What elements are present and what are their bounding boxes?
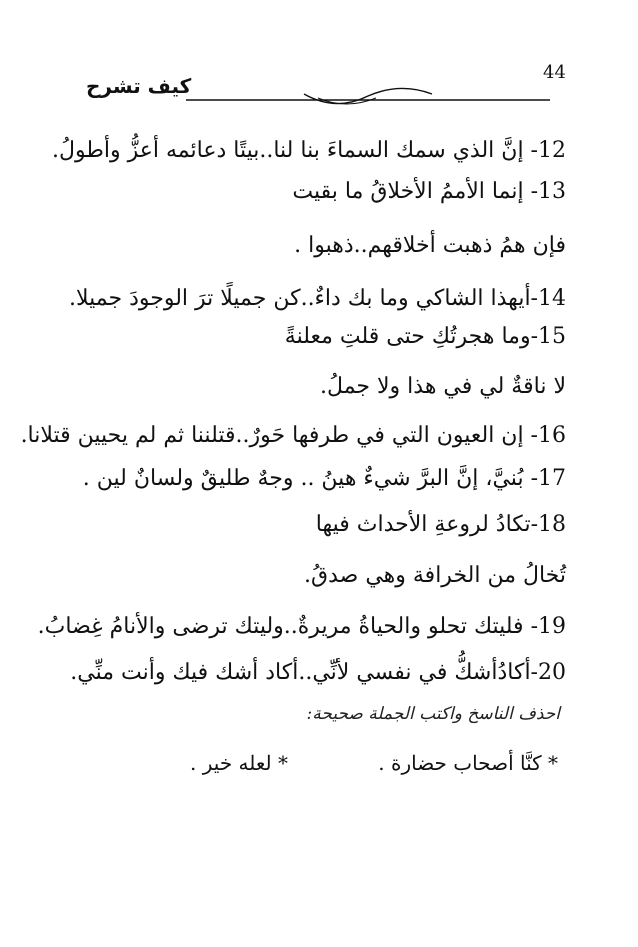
line-15: 15-وما هجرتُكِ حتى قلتِ معلنةً bbox=[284, 324, 566, 349]
line-20: 20-أكادُأشكُّ في نفسي لأنِّي..أكاد أشك فيك وأنت منِّي. bbox=[70, 660, 566, 685]
line-12: 12- إنَّ الذي سمك السماءَ بنا لنا..بيتًا دعائمه أعزُّ وأطولُ. bbox=[52, 138, 566, 163]
line-18-cont: تُخالُ من الخرافة وهي صدقُ. bbox=[304, 563, 566, 588]
page-number: 44 bbox=[543, 62, 566, 83]
instruction-text: احذف الناسخ واكتب الجملة صحيحة: bbox=[306, 704, 560, 724]
line-16: 16- إن العيون التي في طرفها حَورٌ..قتلننا ثم لم يحيين قتلانا. bbox=[20, 423, 566, 448]
line-18: 18-تكادُ لروعةِ الأحداث فيها bbox=[315, 512, 566, 537]
line-15-cont: لا ناقةٌ لي في هذا ولا جملُ. bbox=[320, 374, 566, 399]
line-19: 19- فليتك تحلو والحياةُ مريرةٌ..وليتك ترضى والأنامُ غِضابُ. bbox=[37, 614, 566, 639]
header-ornament-rule bbox=[186, 82, 550, 106]
line-14: 14-أيهذا الشاكي وما بك داءٌ..كن جميلًا ترَ الوجودَ جميلا. bbox=[69, 286, 566, 311]
line-13: 13- إنما الأممُ الأخلاقُ ما بقيت bbox=[292, 179, 566, 204]
header-title: كيف تشرح bbox=[86, 74, 192, 98]
example-1: * كنَّا أصحاب حضارة . bbox=[378, 751, 558, 775]
line-13-cont: فإن همُ ذهبت أخلاقهم..ذهبوا . bbox=[294, 233, 566, 258]
line-17: 17- بُنيَّ، إنَّ البرَّ شيءٌ هينُ .. وجهٌ طليقٌ ولسانٌ لين . bbox=[82, 466, 566, 491]
example-2: * لعله خير . bbox=[190, 751, 288, 775]
